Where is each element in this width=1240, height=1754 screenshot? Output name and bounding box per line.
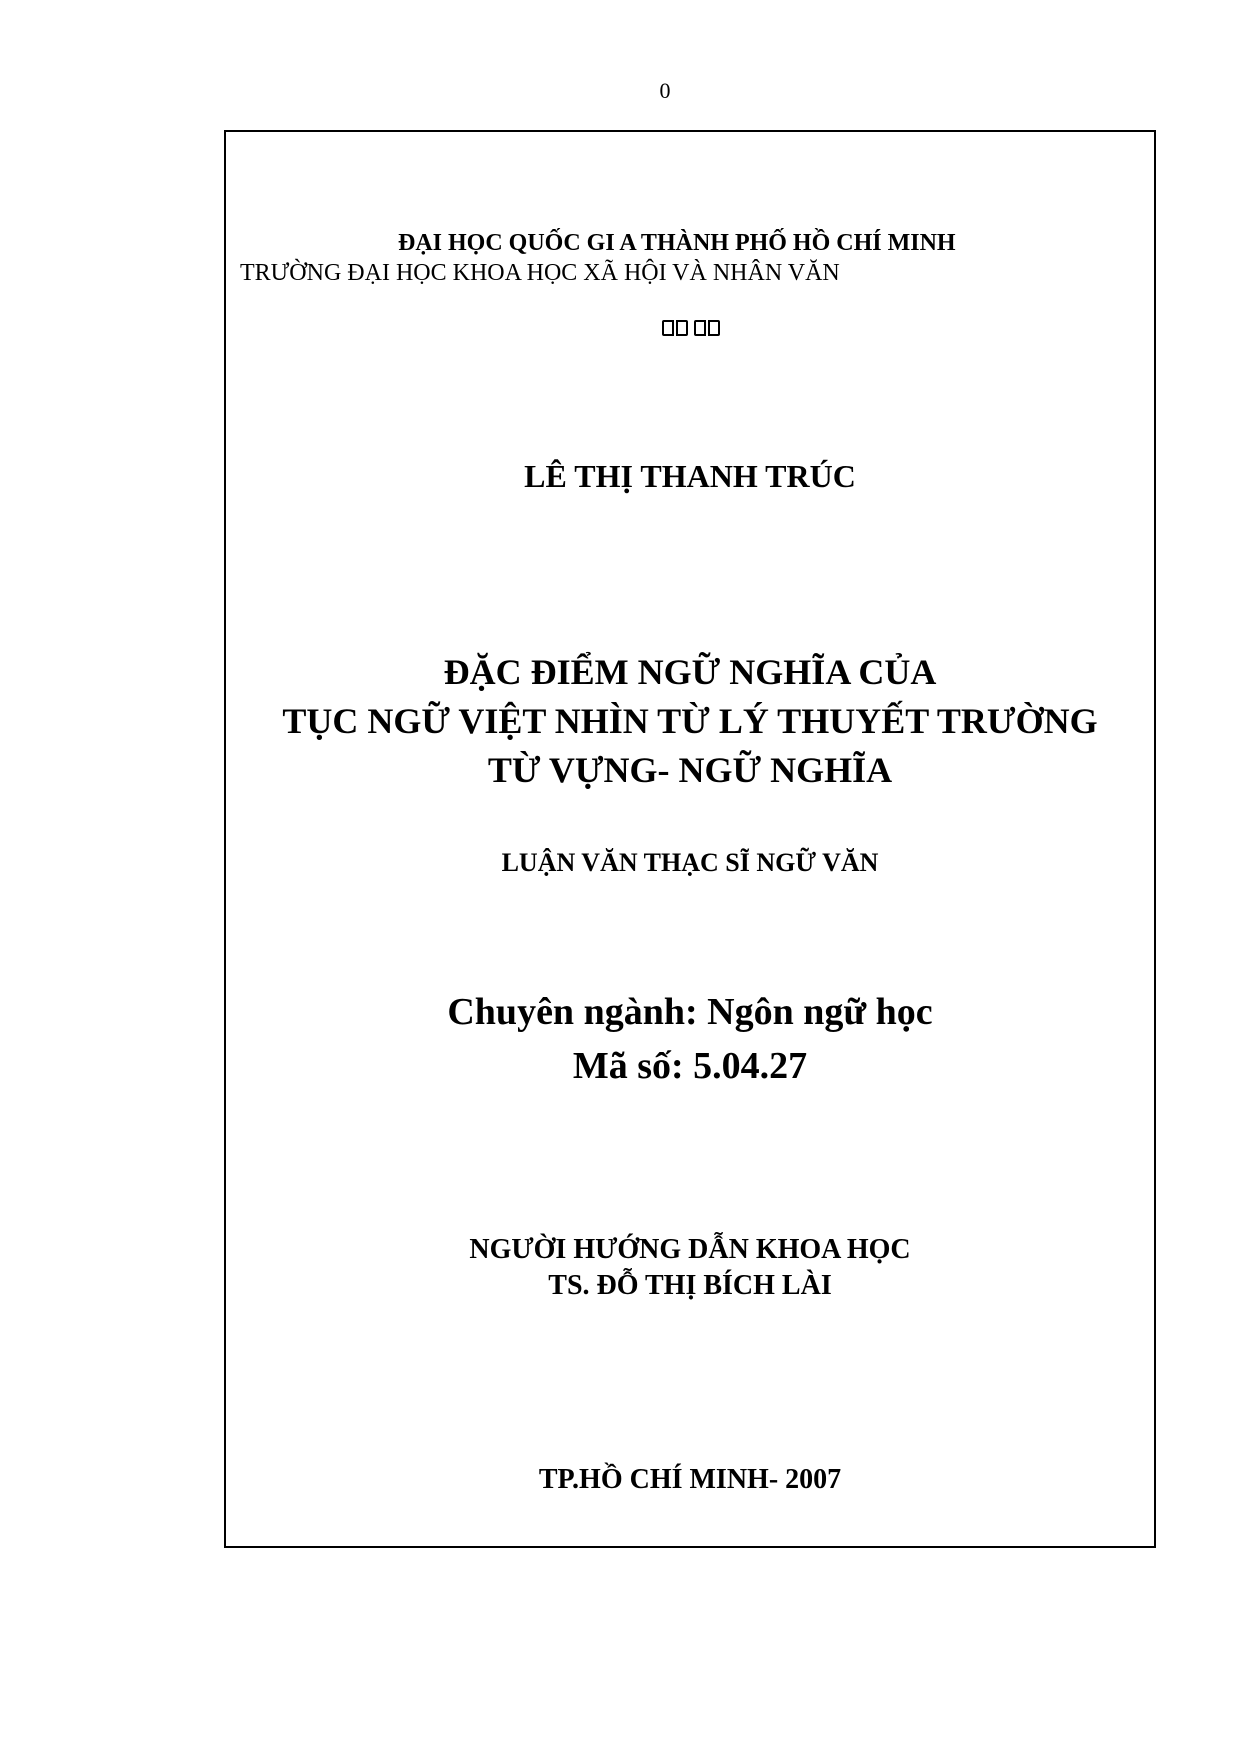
thesis-title-line-2: TỤC NGỮ VIỆT NHÌN TỪ LÝ THUYẾT TRƯỜNG	[282, 701, 1098, 741]
open-book-icon	[662, 320, 688, 338]
thesis-title-line-3: TỪ VỰNG- NGỮ NGHĨA	[487, 750, 893, 790]
place-and-year: TP.HỒ CHÍ MINH- 2007	[538, 1464, 842, 1495]
author-name: LÊ THỊ THANH TRÚC	[524, 458, 856, 494]
advisor-name: TS. ĐỖ THỊ BÍCH LÀI	[548, 1270, 832, 1301]
university-name: ĐẠI HỌC QUỐC GI A THÀNH PHỐ HỒ CHÍ MINH	[398, 230, 956, 256]
faculty-name: TRƯỜNG ĐẠI HỌC KHOA HỌC XÃ HỘI VÀ NHÂN VĂN	[240, 260, 840, 286]
thesis-title-line-1: ĐẶC ĐIỂM NGỮ NGHĨA CỦA	[443, 652, 937, 692]
ornament	[662, 318, 726, 344]
thesis-title	[226, 648, 1154, 795]
title-page-frame	[224, 130, 1156, 1548]
advisor-label: NGƯỜI HƯỚNG DẪN KHOA HỌC	[469, 1234, 911, 1265]
open-book-icon	[694, 320, 720, 338]
page-number: 0	[659, 78, 671, 103]
degree-type: LUẬN VĂN THẠC SĨ NGỮ VĂN	[501, 848, 879, 877]
major-code: Mã số: 5.04.27	[572, 1045, 808, 1087]
major: Chuyên ngành: Ngôn ngữ học	[447, 991, 933, 1033]
